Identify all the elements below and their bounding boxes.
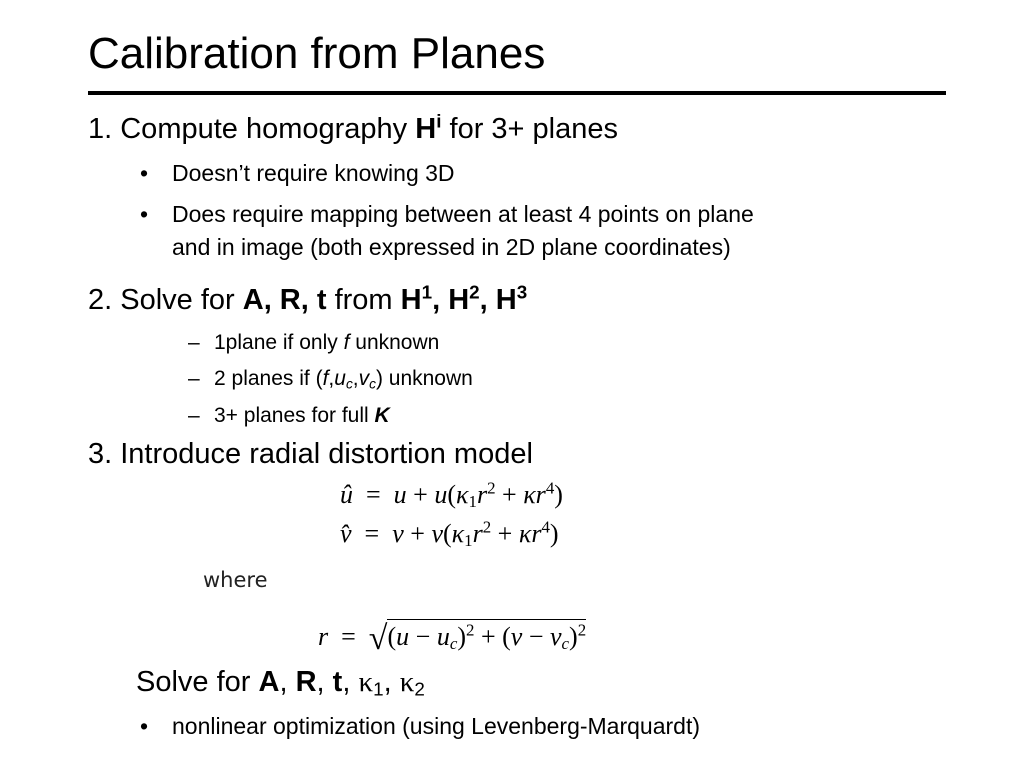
homography-symbol: H [400,284,422,316]
bullet-text: Does require mapping between at least 4 points on plane [172,201,754,227]
subscript-2: 2 [414,678,425,700]
step-1-bullet-1 [140,160,455,188]
subitem-text: ) unknown [375,367,473,390]
focal-symbol: f [343,331,350,354]
equation-r: $r = √(u - u_c)^2 + (v - v_c)^2$ [318,620,587,657]
bullet-marker: • [140,160,149,186]
bullet-marker: • [140,713,149,739]
step-2-from: from [326,284,401,316]
bullet-marker: • [140,201,149,227]
step-3-heading: 3. Introduce radial distortion model [88,438,533,470]
dash-marker: – [188,367,200,390]
r-symbol: R [295,666,317,698]
separator: , [432,284,449,316]
step-1-homography-symbol: H [415,113,437,145]
subitem-text: 3+ planes for full [214,404,375,427]
t-symbol: t [332,666,343,698]
step-1-heading [88,112,618,147]
step-2-text: 2. Solve for [88,284,243,316]
step-1-superscript: i [436,110,442,132]
subscript-1: 1 [373,678,384,700]
v-symbol: v [358,367,370,390]
final-bullet [140,713,700,741]
step-1-text: 1. Compute homography [88,113,416,145]
dash-marker: – [188,331,200,354]
subitem-text: 2 planes if ( [214,367,323,390]
step-1-suffix: for 3+ planes [441,113,618,145]
where-label: where [203,568,268,592]
step-2-heading [88,283,527,318]
step-1-bullet-2 [140,201,754,229]
title-divider [88,91,946,95]
homography-symbol: H [448,284,470,316]
homography-symbol: H [495,284,517,316]
bullet-text: nonlinear optimization (using Levenberg-Marquardt) [172,713,701,739]
step-1-bullet-2-continuation: and in image (both expressed in 2D plane coordinates) [172,234,731,260]
page-title: Calibration from Planes [88,29,546,78]
kappa-symbol: κ [358,666,374,698]
subscript-c: c [369,376,376,392]
step-2-subitem-3 [188,403,390,428]
solve-text: Solve for [136,666,259,698]
separator: , [479,284,496,316]
equation-v-hat: v̂ = $v + v(\kappa_1r^2 + \kappa r^4)$ [340,517,559,551]
subscript-c: c [345,376,353,392]
a-symbol: A [258,666,280,698]
superscript-1: 1 [421,281,433,303]
superscript-3: 3 [516,281,528,303]
dash-marker: – [188,404,200,427]
kappa-symbol: κ [399,666,415,698]
subitem-text: unknown [349,331,440,354]
solve-for-line: Solve for A, R, t, $\kappa_1$, $\kappa_2$ [136,666,425,700]
subitem-text: 1plane if only [214,331,344,354]
k-matrix-symbol: K [374,404,390,427]
step-2-subitem-2: – 2 planes if $(f,u_c,v_c)$ unknown [188,367,473,392]
step-2-subitem-1 [188,330,439,355]
superscript-2: 2 [469,281,480,303]
u-symbol: u [334,367,346,390]
equation-u-hat: û = $u + u(\kappa_1r^2 + \kappa r^4)$ [340,478,563,512]
bullet-text: Doesn’t require knowing 3D [172,160,455,186]
step-2-unknowns: A, R, t [242,284,327,316]
focal-symbol: f [322,367,329,390]
